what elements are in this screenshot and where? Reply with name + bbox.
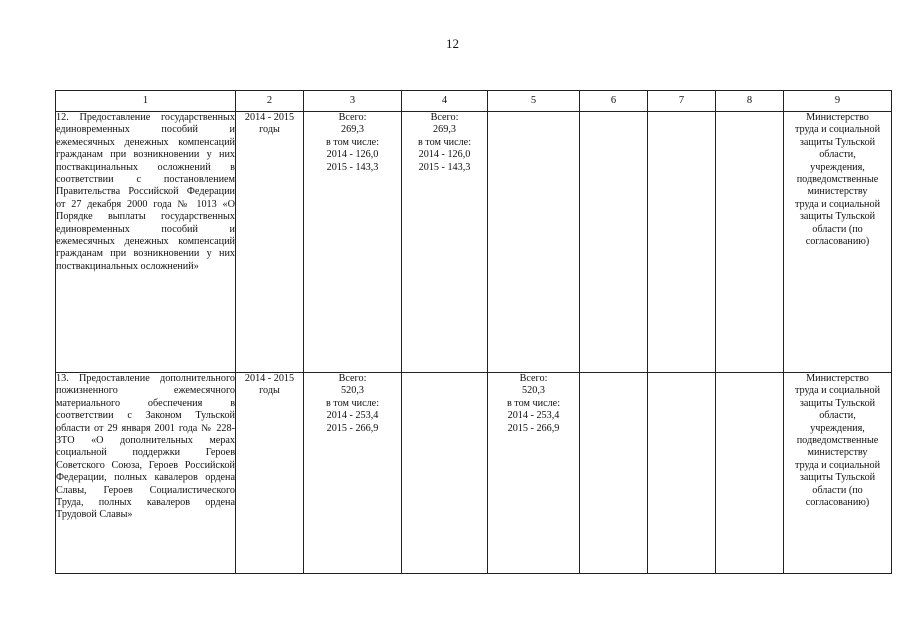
cell-line: министерству bbox=[807, 447, 868, 459]
cell-line: 2015 - 266,9 bbox=[326, 422, 379, 434]
cell-line: 520,3 bbox=[522, 385, 545, 397]
cell-line: Всего: bbox=[338, 373, 367, 384]
cell-line: 2014 - 253,4 bbox=[326, 410, 379, 422]
cell-line: 2014 - 126,0 bbox=[326, 149, 379, 161]
cell-line: 269,3 bbox=[433, 124, 456, 136]
cell-line: годы bbox=[259, 124, 280, 136]
column-header: 8 bbox=[716, 91, 784, 112]
cell-line: Всего: bbox=[338, 112, 367, 123]
period-cell bbox=[236, 373, 304, 574]
cell-line: защиты Тульской bbox=[799, 397, 876, 409]
page-number: 12 bbox=[446, 36, 459, 51]
column-header: 9 bbox=[784, 91, 892, 112]
cell-line: области, bbox=[819, 410, 856, 422]
cell-line: области (по bbox=[812, 484, 863, 496]
funding-total-cell bbox=[304, 373, 402, 574]
cell-line: Всего: bbox=[519, 373, 548, 384]
column-header: 6 bbox=[580, 91, 648, 112]
cell-line: подведомственные bbox=[796, 174, 879, 186]
cell-line: области, bbox=[819, 149, 856, 161]
cell-line: министерству bbox=[807, 186, 868, 198]
cell-line: Министерство bbox=[806, 112, 869, 123]
cell-line: защиты Тульской bbox=[799, 472, 876, 484]
column-header: 5 bbox=[488, 91, 580, 112]
cell-line: Министерство bbox=[806, 373, 869, 384]
measure-description: 12. Предоставление государственных единовременных пособий и ежемесячных денежных компенсаций гражданам при возникновении у них поствакцинальных осложнений в соответствии с постановлением Правительства Российской Федерации от 27 декабря 2000 года № 1013 «О Порядке выплаты государственных единовременных пособий и ежемесячных денежных компенсаций гражданам при возникновении у них поствакцинальных осложнений» bbox=[56, 112, 236, 373]
cell-line: труда и социальной bbox=[794, 459, 881, 471]
column-header: 7 bbox=[648, 91, 716, 112]
cell-line: подведомственные bbox=[796, 435, 879, 447]
cell-line: труда и социальной bbox=[794, 198, 881, 210]
period-cell bbox=[236, 112, 304, 373]
cell-line: защиты Тульской bbox=[799, 136, 876, 148]
table-row bbox=[56, 373, 892, 574]
measure-description: 13. Предоставление дополнительного пожизненного ежемесячного материального обеспечения в соответствии с Законом Тульской области от 29 января 2001 года № 228-ЗТО «О дополнительных мерах социальной поддержки Героев Советского Союза, Героев Российской Федерации, полных кавалеров ордена Славы, Героев Социалистического Труда, полных кавалеров ордена Трудовой Славы» bbox=[56, 373, 236, 574]
cell-line: согласованию) bbox=[805, 497, 870, 509]
cell-line: в том числе: bbox=[325, 397, 380, 409]
column-header: 3 bbox=[304, 91, 402, 112]
cell-line: Всего: bbox=[430, 112, 459, 123]
cell-line: области (по bbox=[812, 223, 863, 235]
cell-line: учреждения, bbox=[810, 161, 865, 173]
cell-line: 2014 - 253,4 bbox=[507, 410, 560, 422]
cell-line: 520,3 bbox=[341, 385, 364, 397]
cell-line: труда и социальной bbox=[794, 124, 881, 136]
empty-cell bbox=[716, 373, 784, 574]
cell-line: 269,3 bbox=[341, 124, 364, 136]
funding-col5-cell bbox=[488, 112, 580, 373]
cell-line: в том числе: bbox=[325, 136, 380, 148]
cell-line: 2014 - 2015 bbox=[244, 112, 295, 123]
cell-line: в том числе: bbox=[417, 136, 472, 148]
empty-cell bbox=[580, 112, 648, 373]
cell-line: 2014 - 2015 bbox=[244, 373, 295, 384]
cell-line: годы bbox=[259, 385, 280, 397]
cell-line: 2014 - 126,0 bbox=[418, 149, 471, 161]
cell-line: согласованию) bbox=[805, 236, 870, 248]
cell-line: 2015 - 143,3 bbox=[326, 161, 379, 173]
cell-line: 2015 - 143,3 bbox=[418, 161, 471, 173]
cell-line: в том числе: bbox=[506, 397, 561, 409]
header-row bbox=[56, 91, 892, 112]
cell-line: 2015 - 266,9 bbox=[507, 422, 560, 434]
responsible-org-cell bbox=[784, 373, 892, 574]
empty-cell bbox=[580, 373, 648, 574]
table-row bbox=[56, 112, 892, 373]
cell-line: учреждения, bbox=[810, 422, 865, 434]
responsible-org-cell bbox=[784, 112, 892, 373]
empty-cell bbox=[716, 112, 784, 373]
program-table bbox=[55, 90, 892, 574]
empty-cell bbox=[648, 373, 716, 574]
cell-line: защиты Тульской bbox=[799, 211, 876, 223]
funding-total-cell bbox=[304, 112, 402, 373]
empty-cell bbox=[648, 112, 716, 373]
funding-col4-cell bbox=[402, 112, 488, 373]
column-header: 2 bbox=[236, 91, 304, 112]
funding-col5-cell bbox=[488, 373, 580, 574]
column-header: 1 bbox=[56, 91, 236, 112]
funding-col4-cell bbox=[402, 373, 488, 574]
column-header: 4 bbox=[402, 91, 488, 112]
cell-line: труда и социальной bbox=[794, 385, 881, 397]
